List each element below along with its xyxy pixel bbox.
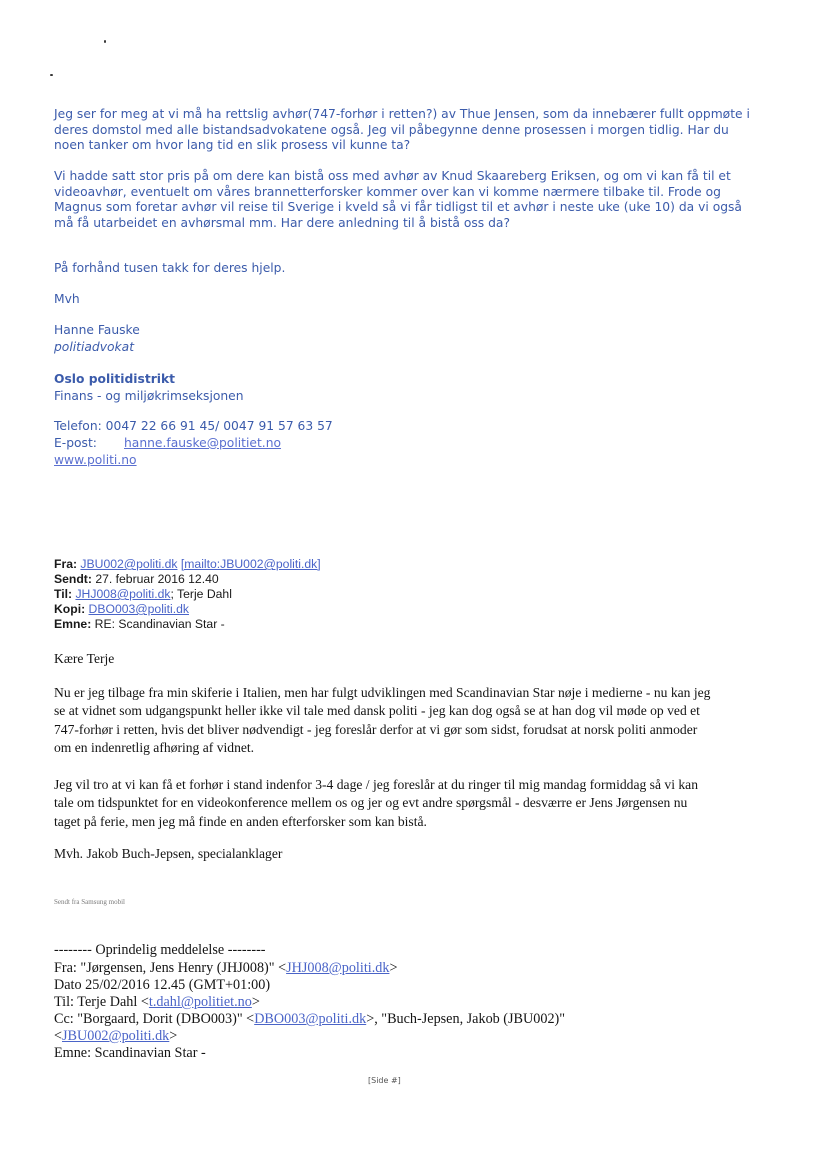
scan-speck (50, 74, 53, 76)
original-date: Dato 25/02/2016 12.45 (GMT+01:00) (54, 977, 271, 993)
header-to-label: Til: (54, 587, 73, 601)
original-subject: Emne: Scandinavian Star - (54, 1045, 206, 1061)
website-link[interactable]: www.politi.no (54, 453, 137, 467)
header-sent-value: 27. februar 2016 12.40 (95, 572, 219, 586)
sender-title: politiadvokat (54, 340, 135, 354)
norwegian-paragraph-1: Jeg ser for meg at vi må ha rettslig avhør(747-forhør i retten?) av Thue Jensen, som da innebærer fullt oppmøte i deres domstol med alle bistandsadvokatene også. Jeg vil påbegynne denne prosessen i morgen tidlig. Har du noen tanker om hvor lang tid en slik prosess vil kunne ta? (54, 107, 750, 153)
sender-district: Oslo politidistrikt (54, 372, 176, 386)
original-cc-prefix: Cc: "Borgaard, Dorit (DBO003)" < (54, 1011, 255, 1027)
sender-email-line (54, 436, 754, 452)
original-cc-link-2[interactable]: JBU002@politi.dk (62, 1028, 170, 1044)
header-to-address[interactable]: JHJ008@politi.dk (75, 587, 171, 601)
sender-telephone: Telefon: 0047 22 66 91 45/ 0047 91 57 63 57 (54, 419, 333, 433)
danish-paragraph-1: Nu er jeg tilbage fra min skiferie i Italien, men har fulgt udviklingen med Scandinavian Star nøje i medierne - nu kan jeg se at vidnet som udgangspunkt heller ikke vil tale med dansk politi - jeg kan dog også se at han dog vil møde op ved et 747-forhør i retten, hvis det bliver nødvendigt - jeg foreslår derfor at vi gør som sidst, forudsat at norsk politi anmoder om en indenretlig afhøring af vidnet. (54, 685, 711, 756)
header-subject-value: RE: Scandinavian Star - (94, 617, 225, 631)
original-from-suffix: > (389, 960, 398, 976)
original-from (54, 960, 734, 976)
original-message-heading: -------- Oprindelig meddelelse -------- (54, 942, 266, 958)
header-from-mailto[interactable]: [mailto:JBU002@politi.dk] (180, 557, 321, 571)
original-from-link[interactable]: JHJ008@politi.dk (286, 960, 390, 976)
norwegian-paragraph-2: Vi hadde satt stor pris på om dere kan bistå oss med avhør av Knud Skaareberg Eriksen, og om vi kan få til et videoavhør, eventuelt om våres brannetterforsker kommer over kan vi komme nærmere tilbake til. Frode og Magnus som foretar avhør vil reise til Sverige i kveld så vi får tidligst til et avhør i neste uke (uke 10) da vi også må få utarbeidet en avhørsmal mm. Har dere anledning til å bistå oss da? (54, 169, 742, 230)
original-cc-middle: >, "Buch-Jepsen, Jakob (JBU002)" (366, 1011, 566, 1027)
original-cc-close: > (169, 1028, 178, 1044)
original-cc (54, 1011, 734, 1027)
header-cc (54, 602, 754, 617)
danish-greeting: Kære Terje (54, 651, 115, 666)
header-from (54, 557, 754, 572)
header-sent-label: Sendt: (54, 572, 92, 586)
original-to-suffix: > (251, 994, 260, 1010)
original-cc-open: < (54, 1028, 63, 1044)
norwegian-paragraph-3: På forhånd tusen takk for deres hjelp. (54, 261, 286, 275)
sender-email-link[interactable]: hanne.fauske@politiet.no (124, 436, 282, 450)
sender-section: Finans - og miljøkrimseksjonen (54, 389, 244, 403)
header-sent (54, 572, 754, 587)
header-cc-address[interactable]: DBO003@politi.dk (88, 602, 189, 616)
norwegian-closing: Mvh (54, 292, 80, 306)
original-from-prefix: Fra: "Jørgensen, Jens Henry (JHJ008)" < (54, 960, 287, 976)
header-to-rest: ; Terje Dahl (170, 587, 232, 601)
website-line (54, 453, 754, 469)
header-to (54, 587, 754, 602)
original-cc-link-1[interactable]: DBO003@politi.dk (254, 1011, 367, 1027)
sender-name: Hanne Fauske (54, 323, 140, 337)
header-from-label: Fra: (54, 557, 78, 571)
danish-signature: Mvh. Jakob Buch-Jepsen, specialanklager (54, 846, 283, 861)
original-to-link[interactable]: t.dahl@politiet.no (148, 994, 252, 1010)
header-subject-label: Emne: (54, 617, 92, 631)
header-cc-label: Kopi: (54, 602, 86, 616)
scan-speck (104, 40, 106, 43)
page-number: [Side #] (368, 1076, 401, 1085)
original-to-prefix: Til: Terje Dahl < (54, 994, 149, 1010)
email-label: E-post: (54, 436, 97, 450)
header-from-address[interactable]: JBU002@politi.dk (80, 557, 178, 571)
original-cc-continued (54, 1028, 734, 1044)
danish-paragraph-2: Jeg vil tro at vi kan få et forhør i stand indenfor 3-4 dage / jeg foreslår at du ringer til mig mandag formiddag så vi kan tale om tidspunktet for en videokonference mellem os og jer og evt andre spørgsmål - desværre er Jens Jørgensen nu taget på ferie, men jeg må finde en anden efterforsker som kan bistå. (54, 777, 699, 829)
sent-from-note: Sendt fra Samsung mobil (54, 898, 125, 906)
original-to (54, 994, 734, 1010)
header-subject (54, 617, 754, 632)
